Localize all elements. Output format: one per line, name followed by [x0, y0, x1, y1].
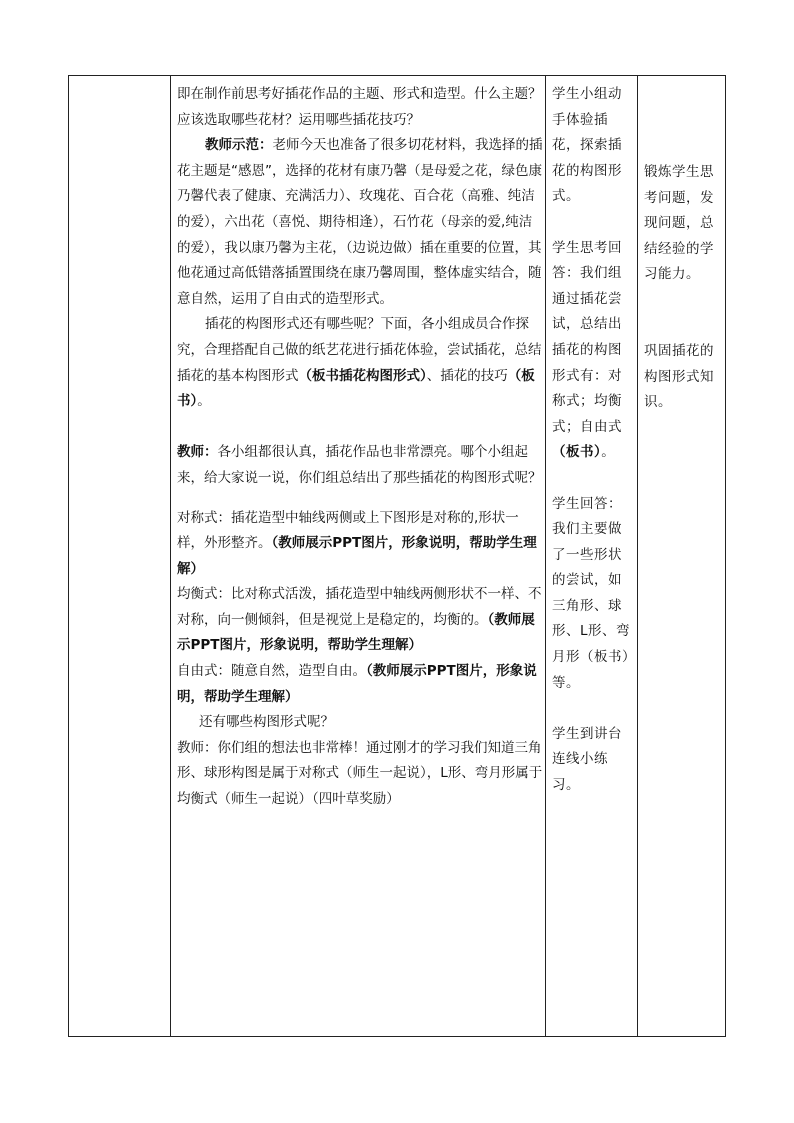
design-intent-2: 巩固插花的构图形式知识。: [644, 343, 714, 411]
design-intent-1: 锻炼学生思考问题，发现问题，总结经验的学习能力。: [644, 164, 714, 283]
paragraph-more-forms: 还有哪些构图形式呢？: [199, 714, 334, 731]
paragraph-symmetric: 对称式：插花造型中轴线两侧或上下图形是对称的,形状一样，外形整齐。（教师展示PPT图片，形象说明，帮助学生理解）: [177, 509, 537, 577]
paragraph-intro: 即在制作前思考好插花作品的主题、形式和造型。什么主题？应该选取哪些花材？运用哪些插花技巧？: [177, 86, 542, 128]
student-activity-4: 学生到讲台连线小练习。: [552, 725, 622, 794]
teacher-activity-cell: [177, 82, 545, 813]
bold-label: 教师：: [177, 444, 218, 461]
student-activity-3: 学生回答：我们主要做了一些形状的尝试，如三角形、球形、L形、弯月形（板书）等。: [552, 495, 631, 691]
paragraph-free: 自由式：随意自然，造型自由。（教师展示PPT图片，形象说明，帮助学生理解）: [177, 663, 537, 705]
bold-label: 教师示范：: [205, 137, 273, 154]
column-divider: [170, 76, 171, 1036]
student-activity-1: 学生小组动手体验插花，探索插花的构图形式。: [552, 86, 622, 205]
paragraph-demo: 教师示范：老师今天也准备了很多切花材料，我选择的插花主题是“感恩”，选择的花材有康乃馨（是母爱之花，绿色康乃馨代表了健康、充满活力）、玫瑰花、百合花（高雅、纯洁的爱），六出花（喜悦、期待相逢），石竹花（母亲的爱,纯洁的爱），我以康乃馨为主花，（边说边做）插在重要的位置，其他花通过高低错落插置围绕在康乃馨周围，整体虚实结合，随意自然，运用了自由式的造型形式。: [177, 137, 543, 307]
student-activity-2: 学生思考回答：我们组通过插花尝试，总结出插花的构图形式有：对称式；均衡式；自由式（板书）。: [552, 239, 622, 461]
paragraph-explore: 插花的构图形式还有哪些呢？下面，各小组成员合作探究，合理搭配自己做的纸艺花进行插花体验，尝试插花，总结插花的基本构图形式（板书插花构图形式）、插花的技巧（板书）。: [177, 316, 542, 410]
paragraph-balanced: 均衡式：比对称式活泼，插花造型中轴线两侧形状不一样、不对称，向一侧倾斜，但是视觉上是稳定的，均衡的。（教师展示PPT图片，形象说明，帮助学生理解）: [177, 586, 542, 654]
column-divider: [545, 76, 546, 1036]
lesson-table: [68, 75, 726, 1037]
paragraph-summary: 教师：你们组的想法也非常棒！通过刚才的学习我们知道三角形、球形构图是属于对称式（师生一起说），L形、弯月形属于均衡式（师生一起说）（四叶草奖励）: [177, 739, 543, 808]
paragraph-teacher-question: 教师：各小组都很认真，插花作品也非常漂亮。哪个小组起来，给大家说一说，你们组总结出了那些插花的构图形式呢？: [177, 444, 542, 486]
student-activity-cell: [552, 82, 634, 799]
design-intent-cell: [644, 160, 722, 416]
column-divider: [637, 76, 638, 1036]
